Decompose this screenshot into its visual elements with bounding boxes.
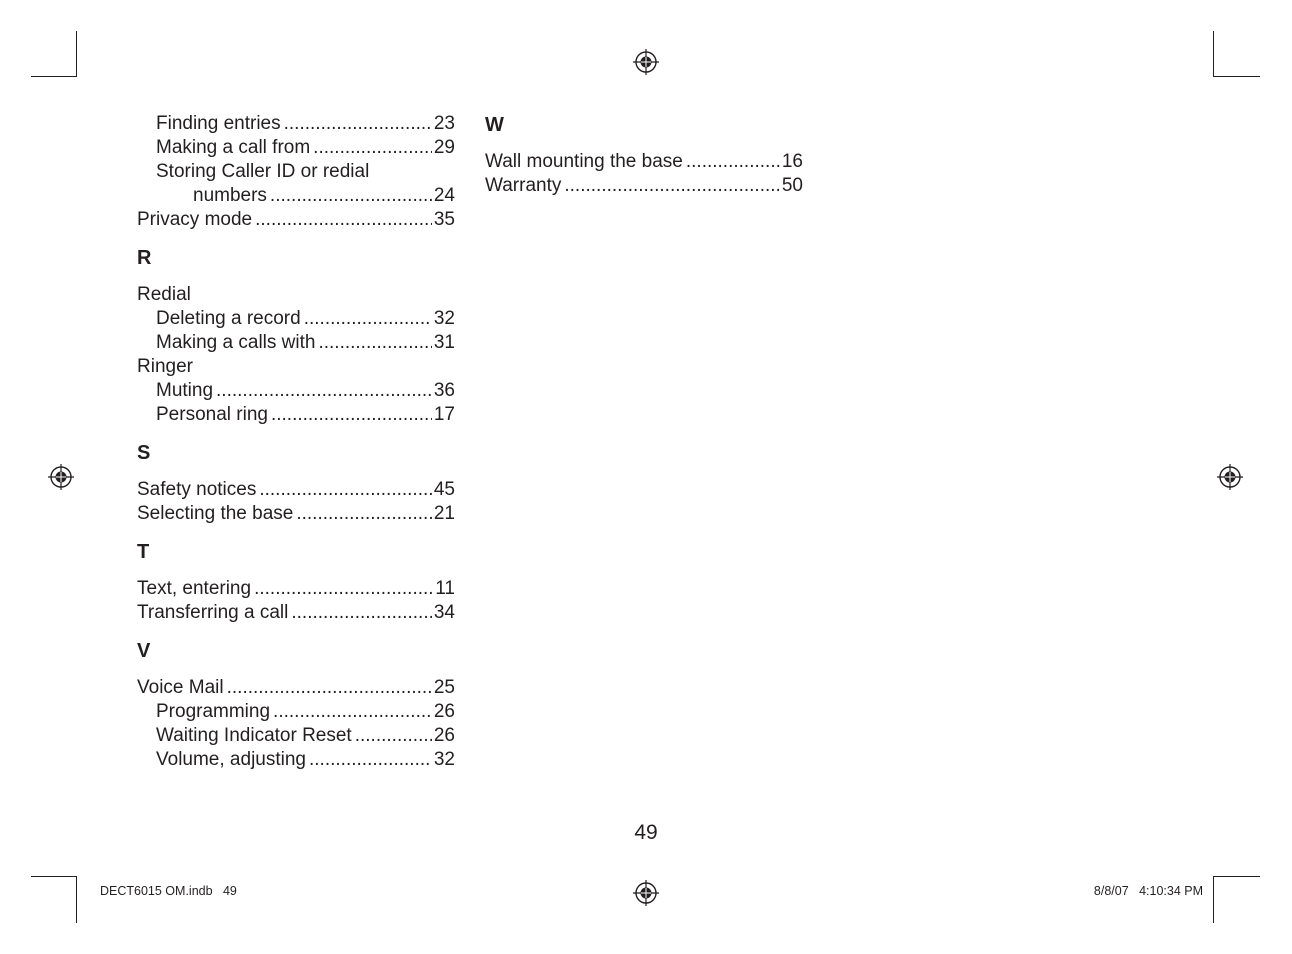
entry-text: Selecting the base — [137, 503, 294, 524]
index-entry — [137, 577, 455, 601]
leader-dots — [259, 478, 432, 502]
entry-text: numbers — [193, 185, 267, 206]
entry-page: 16 — [781, 151, 803, 172]
entry-page: 25 — [433, 677, 455, 698]
entry-text: Finding entries — [156, 113, 281, 134]
registration-mark-icon — [632, 879, 660, 907]
entry-text: Safety notices — [137, 479, 257, 500]
entry-page: 50 — [781, 175, 803, 196]
index-entry — [137, 307, 455, 331]
crop-mark-icon — [76, 31, 77, 77]
index-entry — [137, 379, 455, 403]
entry-page: 36 — [433, 380, 455, 401]
entry-text: Wall mounting the base — [485, 151, 683, 172]
crop-mark-icon — [1213, 876, 1214, 923]
entry-text: Deleting a record — [156, 308, 301, 329]
footer-timestamp: 8/8/07 4:10:34 PM — [1093, 884, 1203, 898]
leader-dots — [304, 307, 432, 331]
entry-text: Voice Mail — [137, 677, 224, 698]
registration-mark-icon — [47, 463, 75, 491]
crop-mark-icon — [1213, 876, 1260, 877]
entry-page: 23 — [433, 113, 455, 134]
index-entry — [137, 724, 455, 748]
leader-dots — [271, 403, 432, 427]
index-entry-heading: Ringer — [137, 356, 193, 377]
index-entry — [137, 700, 455, 724]
entry-page: 35 — [433, 209, 455, 230]
leader-dots — [216, 379, 432, 403]
leader-dots — [296, 502, 432, 526]
entry-text: Personal ring — [156, 404, 268, 425]
registration-mark-icon — [632, 48, 660, 76]
leader-dots — [254, 577, 433, 601]
section-letter: S — [137, 442, 151, 464]
entry-text: Muting — [156, 380, 214, 401]
entry-page: 24 — [433, 185, 455, 206]
leader-dots — [318, 331, 431, 355]
entry-page: 31 — [433, 332, 455, 353]
entry-page: 32 — [433, 749, 455, 770]
leader-dots — [355, 724, 432, 748]
index-entry-heading: Storing Caller ID or redial — [156, 161, 370, 182]
entry-text: Text, entering — [137, 578, 252, 599]
entry-page: 29 — [433, 137, 455, 158]
crop-mark-icon — [76, 876, 77, 923]
leader-dots — [313, 136, 432, 160]
index-entry — [137, 502, 455, 526]
index-entry — [137, 184, 455, 208]
entry-text: Programming — [156, 701, 271, 722]
section-letter: T — [137, 541, 150, 563]
leader-dots — [291, 601, 432, 625]
page-number: 49 — [634, 821, 658, 844]
entry-page: 32 — [433, 308, 455, 329]
crop-mark-icon — [31, 876, 77, 877]
index-entry — [137, 112, 455, 136]
entry-page: 34 — [433, 602, 455, 623]
entry-page: 11 — [435, 578, 455, 599]
entry-text: Warranty — [485, 175, 562, 196]
entry-text: Volume, adjusting — [156, 749, 306, 770]
index-entry-heading: Redial — [137, 284, 191, 305]
index-entry — [485, 150, 803, 174]
index-entry — [137, 676, 455, 700]
entry-page: 21 — [433, 503, 455, 524]
leader-dots — [227, 676, 432, 700]
entry-text: Making a calls with — [156, 332, 316, 353]
section-letter: R — [137, 247, 152, 269]
index-entry — [137, 331, 455, 355]
crop-mark-icon — [1213, 76, 1260, 77]
entry-text: Transferring a call — [137, 602, 289, 623]
entry-text: Making a call from — [156, 137, 311, 158]
leader-dots — [270, 184, 432, 208]
index-entry — [485, 174, 803, 198]
footer-file-slug: DECT6015 OM.indb 49 — [100, 884, 237, 898]
crop-mark-icon — [31, 76, 77, 77]
entry-text: Waiting Indicator Reset — [156, 725, 352, 746]
index-entry — [137, 748, 455, 772]
index-entry — [137, 136, 455, 160]
entry-page: 17 — [433, 404, 455, 425]
leader-dots — [309, 748, 432, 772]
crop-mark-icon — [1213, 31, 1214, 77]
leader-dots — [255, 208, 432, 232]
index-entry — [137, 403, 455, 427]
index-column-left — [137, 112, 455, 772]
leader-dots — [273, 700, 432, 724]
entry-text: Privacy mode — [137, 209, 253, 230]
index-entry — [137, 601, 455, 625]
registration-mark-icon — [1216, 463, 1244, 491]
index-column-right — [485, 112, 803, 198]
leader-dots — [564, 174, 779, 198]
section-letter: V — [137, 640, 151, 662]
index-entry — [137, 478, 455, 502]
entry-page: 26 — [433, 701, 455, 722]
leader-dots — [284, 112, 432, 136]
leader-dots — [686, 150, 780, 174]
section-letter: W — [485, 114, 504, 136]
index-entry — [137, 208, 455, 232]
entry-page: 45 — [433, 479, 455, 500]
entry-page: 26 — [433, 725, 455, 746]
